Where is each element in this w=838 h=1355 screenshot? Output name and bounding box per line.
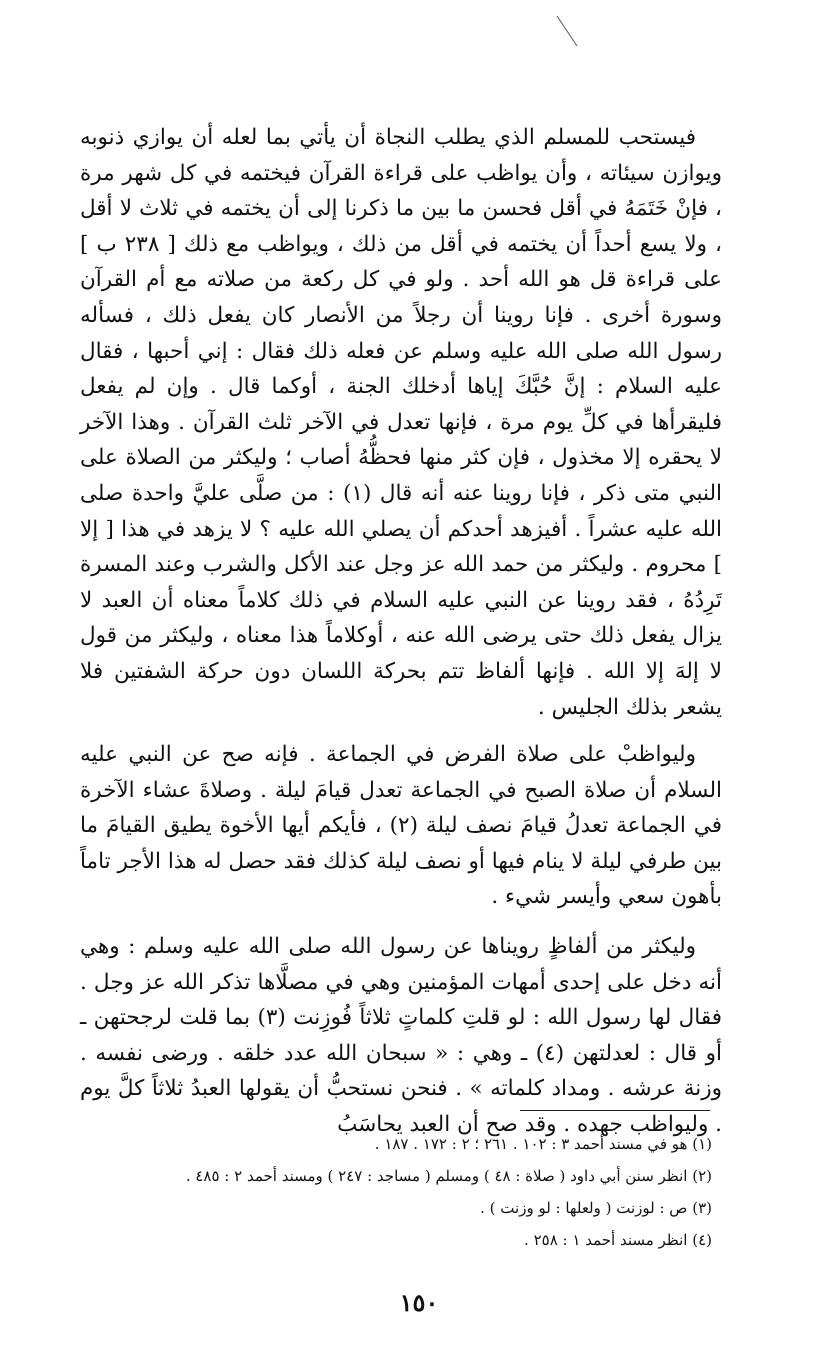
pen-stroke-mark	[555, 14, 581, 50]
paragraph-2: وليواظبْ على صلاة الفرض في الجماعة . فإنه صح عن النبي عليه السلام أن صلاة الصبح في الجماعة تعدل قيامَ ليلة . وصلاةَ عشاء الآخرة في الجماعة تعدلُ قيامَ نصف ليلة (٢) ، فأيكم أيها الأخوة يطيق القيامَ ما بين طرفي ليلة لا ينام فيها أو نصف ليلة كذلك فقد حصل له هذا الأجر تاماً بأهون سعي وأيسر شيء .	[80, 742, 722, 910]
footnotes	[90, 1128, 712, 1256]
footnote-3: (٣) ص : لوزنت ( ولعلها : لو وزنت ) .	[480, 1199, 712, 1217]
paragraph-1: فيستحب للمسلم الذي يطلب النجاة أن يأتي بما لعله أن يوازي ذنوبه ويوازن سيئاته ، وأن يواظب على قراءة القرآن فيختمه في كل شهر مرة ، فإنْ خَتَمَهُ في أقل فحسن ما بين ما ذكرنا إلى أن يختمه في ثلاث لا أقل ، ولا يسع أحداً أن يختمه في أقل من ذلك ، ويواظب مع ذلك [ ٢٣٨ ب ] على قراءة قل هو الله أحد . ولو في كل ركعة من صلاته مع أم القرآن وسورة أخرى . فإنا روينا أن رجلاً من الأنصار كان يفعل ذلك ، فسأله رسول الله صلى الله عليه وسلم عن فعله ذلك فقال : إني أحبها ، فقال عليه السلام : إنَّ حُبَّكَ إياها أدخلك الجنة ، أوكما قال . وإن لم يفعل فليقرأها في كلِّ يوم مرة ، فإنها تعدل في الآخر ثلث القرآن . وهذا الآخر لا يحقره إلا مخذول ، فإن كثر منها فحظُّهُ أصاب ؛ وليكثر من الصلاة على النبي متى ذكر ، فإنا روينا عنه أنه قال (١) : من صلَّى عليَّ واحدة صلى الله عليه عشراً . أفيزهد أحدكم أن يصلي الله عليه ؟ لا يزهد في هذا [ إلا ] محروم . وليكثر من حمد الله عز وجل عند الأكل والشرب وعند المسرة تَرِدُهُ ، فقد روينا عن النبي عليه السلام في ذلك كلاماً معناه أن العبد لا يزال يفعل ذلك حتى يرضى الله عنه ، أوكلاماً هذا معناه ، وليكثر من قول لا إلهَ إلا الله . فإنها ألفاظ تتم بحركة اللسان دون حركة الشفتين فلا يشعر بذلك الجليس .	[80, 125, 723, 720]
footnote-2: (٢) انظر سنن أبي داود ( صلاة : ٤٨ ) ومسلم ( مساجد : ٢٤٧ ) ومسند أحمد ٢ : ٤٨٥ .	[185, 1167, 712, 1185]
footnote-separator	[520, 1110, 710, 1111]
footnote-4: (٤) انظر مسند أحمد ١ : ٢٥٨ .	[524, 1231, 712, 1249]
paragraph-3: وليكثر من ألفاظٍ رويناها عن رسول الله صلى الله عليه وسلم : وهي أنه دخل على إحدى أمهات المؤمنين وهي في مصلَّاها تذكر الله عز وجل . فقال لها رسول الله : لو قلتِ كلماتٍ ثلاثاً فُوزِنت (٣) بما قلت لرجحتهن ـ أو قال : لعدلتهن (٤) ـ وهي : « سبحان الله عدد خلقه . ورضى نفسه . وزنة عرشه . ومداد كلماته » . فنحن نستحبُّ أن يقولها العبدُ ثلاثاً كلَّ يوم . وليواظب جهده . وقد صح أن العبد يحاسَبُ	[80, 934, 722, 1138]
main-text	[80, 120, 722, 1157]
footnote-1: (١) هو في مسند أحمد ٣ : ١٠٢ . ٢٦١ ؛ ٢ : ١٧٢ . ١٨٧ .	[374, 1135, 712, 1153]
page-number: ١٥٠	[399, 1288, 439, 1317]
